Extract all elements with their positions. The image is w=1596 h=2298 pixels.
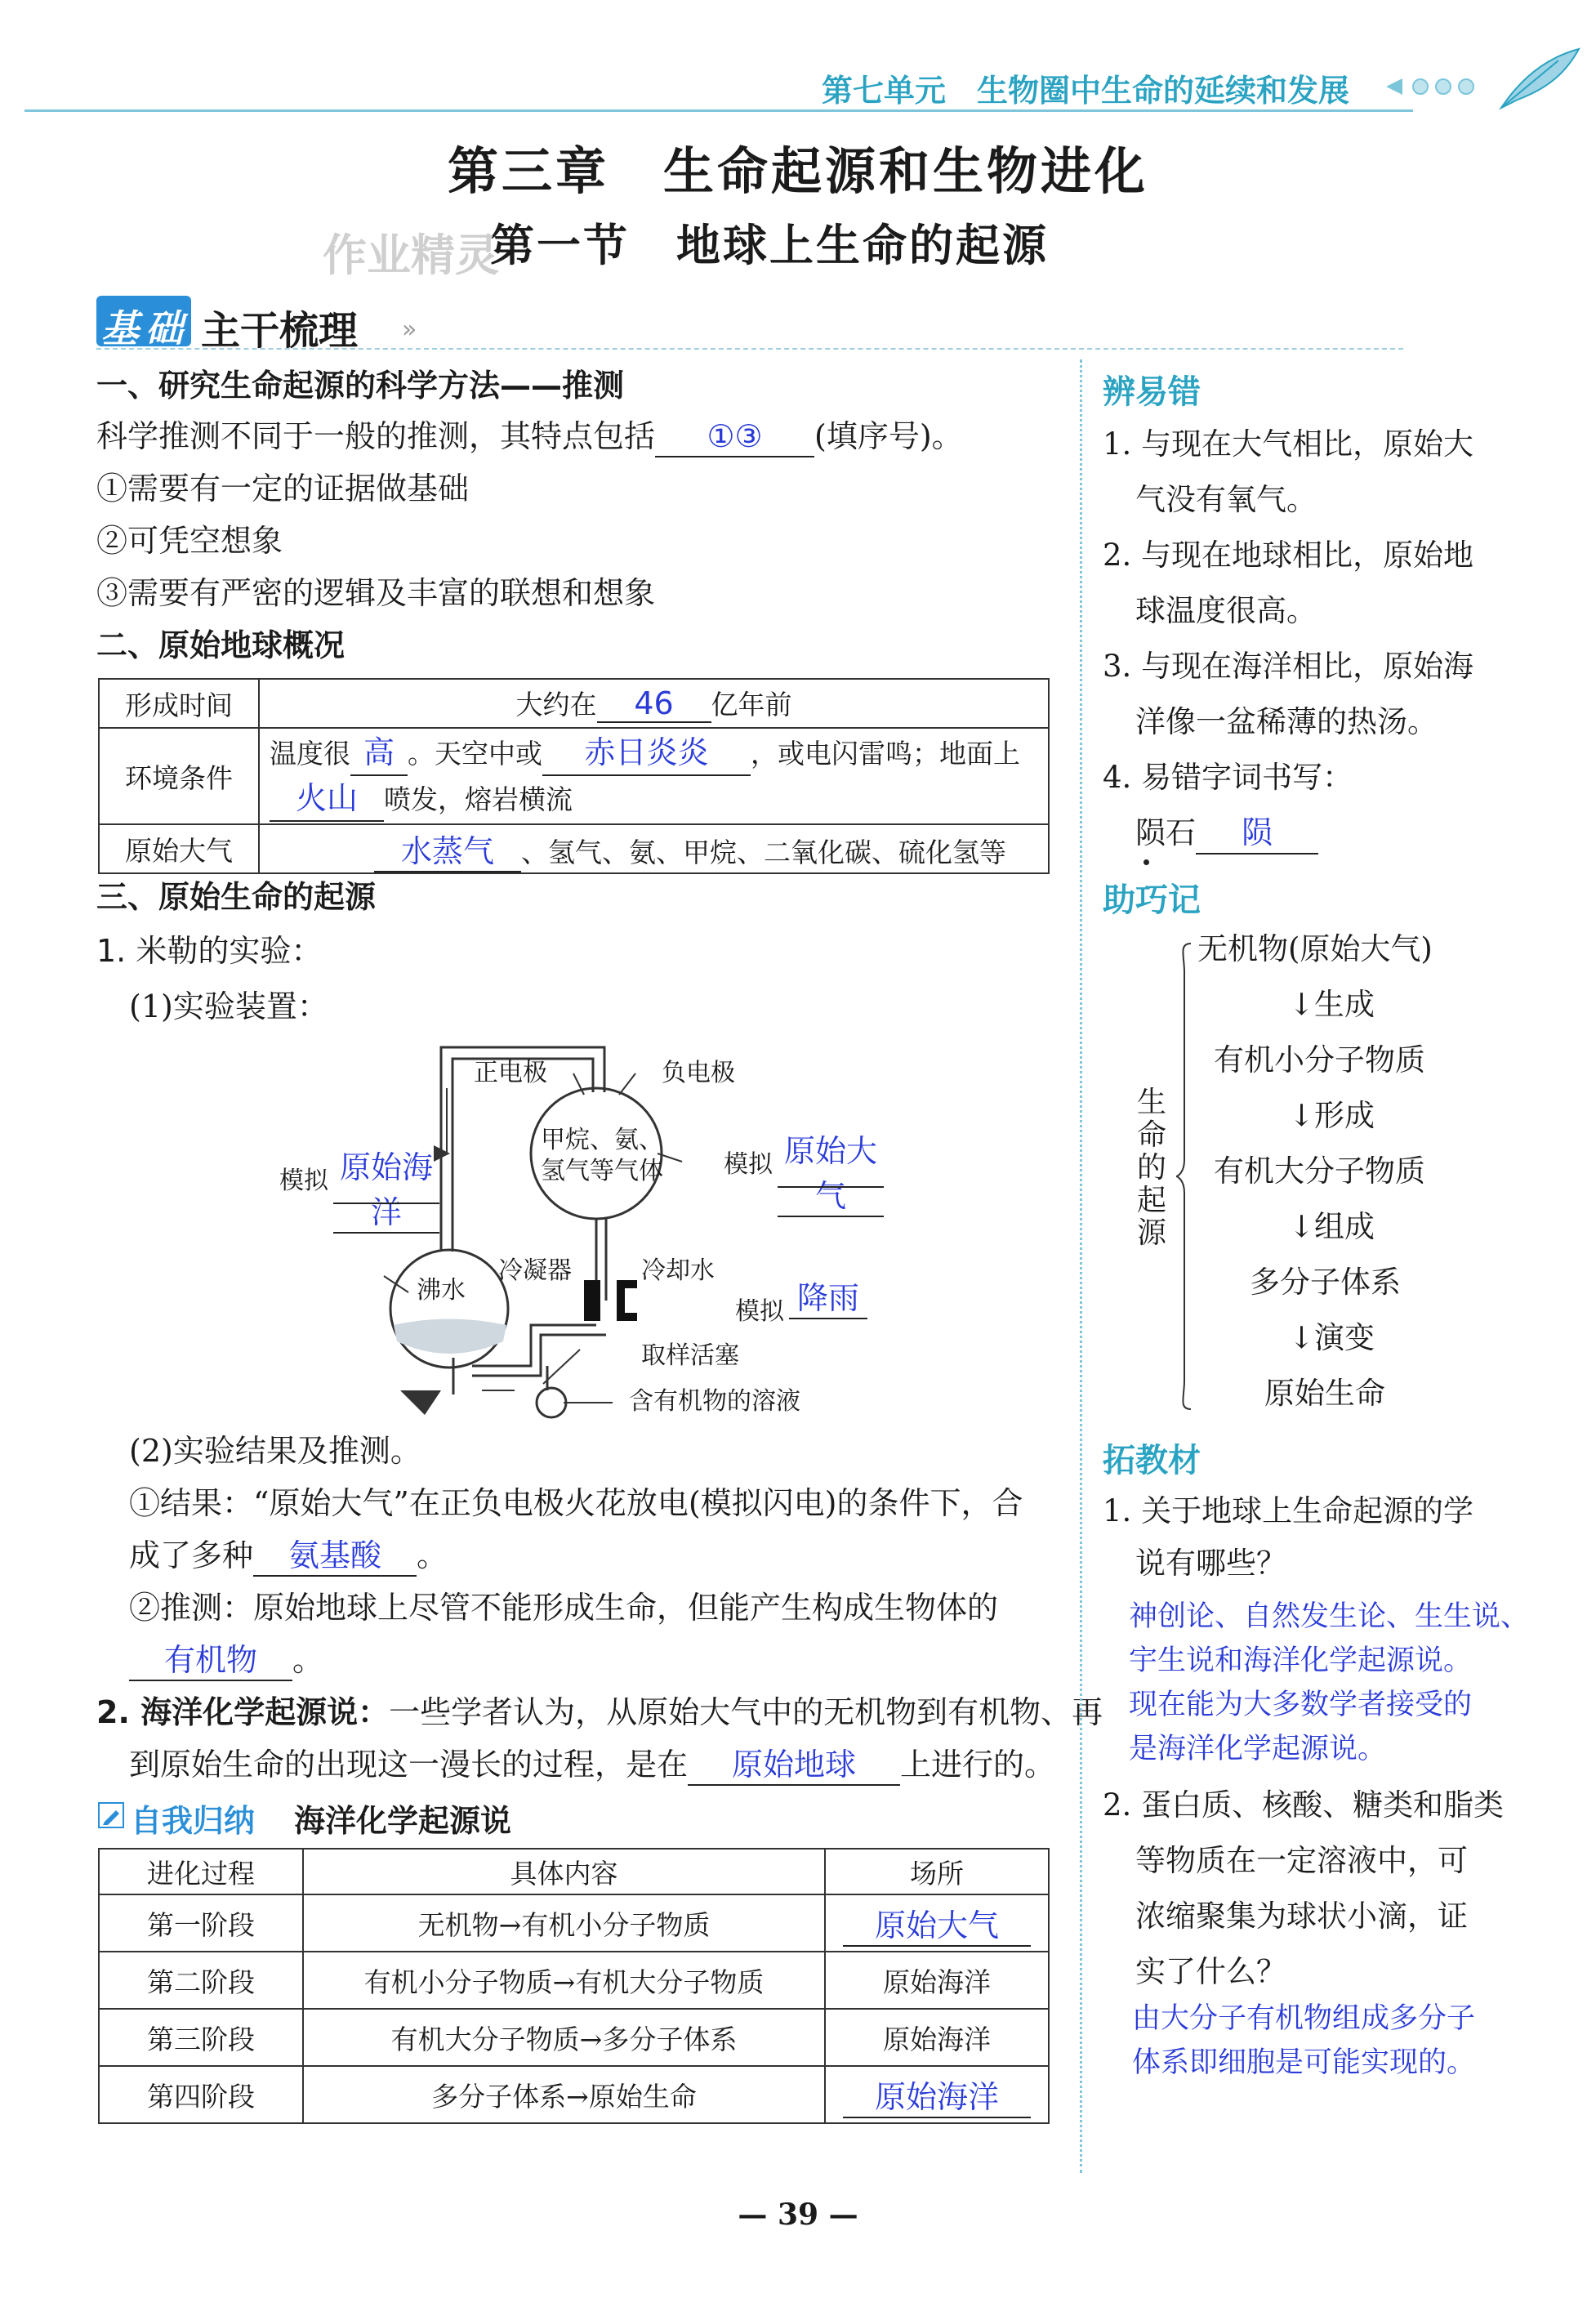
neg-electrode-label: 负电极 bbox=[662, 1059, 735, 1087]
result-answer: 氨基酸 bbox=[253, 1536, 417, 1577]
part1-option-1: ①需要有一定的证据做基础 bbox=[96, 471, 470, 506]
ext-a2-line-1: 由大分子有机物组成多分子 bbox=[1132, 2002, 1476, 2035]
ext-q2-line-2: 等物质在一定溶液中，可 bbox=[1135, 1843, 1468, 1878]
flow-arrow-1 bbox=[1289, 977, 1375, 1033]
flow-step-1: 无机物(原始大气) bbox=[1197, 931, 1433, 966]
part1-heading: 一、研究生命起源的科学方法——推测 bbox=[96, 368, 625, 404]
part1-option-3: ③需要有严密的逻辑及丰富的联想和想象 bbox=[96, 575, 656, 611]
flow-arrow-2 bbox=[1289, 1088, 1375, 1144]
summary-header-place: 场所 bbox=[825, 1849, 1049, 1894]
ext-q2-line-4: 实了什么？ bbox=[1135, 1954, 1286, 1989]
summary-place-2: 原始海洋 bbox=[825, 1952, 1049, 2009]
atmos-answer: 水蒸气 bbox=[374, 826, 521, 872]
ext-a1-line-2: 宇生说和海洋化学起源说。 bbox=[1129, 1644, 1473, 1677]
flow-step-5: 原始生命 bbox=[1264, 1376, 1385, 1411]
summary-place-3: 原始海洋 bbox=[825, 2009, 1049, 2066]
gas-label-2: 氢气等气体 bbox=[541, 1157, 663, 1185]
summary-header-stage: 进化过程 bbox=[99, 1849, 303, 1894]
sidebar-divider bbox=[1080, 359, 1082, 2173]
blank-line-2 bbox=[778, 1186, 884, 1188]
summary-place-4 bbox=[825, 2066, 1049, 2123]
ocean-suffix: 上进行的。 bbox=[900, 1747, 1056, 1783]
earth-time-pre: 大约在 bbox=[515, 689, 597, 721]
badge-rule bbox=[96, 348, 1403, 350]
summary-place-1-answer: 原始大气 bbox=[843, 1900, 1031, 1947]
result-heading: (2)实验结果及推测。 bbox=[129, 1433, 421, 1469]
atmos-suffix: 、氢气、氨、甲烷、二氧化碳、硫化氢等 bbox=[521, 836, 1006, 868]
infer-line-2 bbox=[129, 1640, 323, 1681]
badge-char2: 础 bbox=[145, 306, 183, 350]
summary-row-3 bbox=[99, 2009, 1049, 2066]
ext-q1-line-1: 1. 关于地球上生命起源的学 bbox=[1103, 1493, 1474, 1528]
part1-q-prefix: 科学推测不同于一般的推测，其特点包括 bbox=[96, 418, 656, 454]
flow-verb-4: 演变 bbox=[1314, 1320, 1375, 1355]
earth-row-env bbox=[99, 728, 1049, 824]
env-text-2: 。天空中或 bbox=[408, 738, 542, 770]
memo-heading: 助巧记 bbox=[1103, 881, 1201, 919]
error-line-5: 3. 与现在海洋相比，原始海 bbox=[1103, 649, 1474, 684]
part1-question bbox=[96, 417, 963, 457]
page-number: — 39 — bbox=[738, 2198, 858, 2232]
error-line-3: 2. 与现在地球相比，原始地 bbox=[1103, 538, 1474, 573]
infer-suffix: 。 bbox=[292, 1642, 324, 1678]
error-line-1: 1. 与现在大气相比，原始大 bbox=[1103, 426, 1474, 462]
header-unit: 第七单元 bbox=[822, 73, 947, 109]
summary-place-1 bbox=[825, 1894, 1049, 1952]
cooling-label: 冷却水 bbox=[641, 1256, 715, 1285]
apparatus-heading: (1)实验装置： bbox=[129, 988, 328, 1024]
chevron-right-icon: » bbox=[402, 315, 417, 344]
error-word: 陨石 bbox=[1135, 815, 1196, 850]
header-dots-icon bbox=[1384, 75, 1491, 101]
infer-answer: 有机物 bbox=[129, 1640, 292, 1681]
pos-electrode-label: 正电极 bbox=[474, 1059, 547, 1087]
ocean-line-2 bbox=[129, 1745, 1055, 1786]
flow-verb-2: 形成 bbox=[1314, 1098, 1375, 1133]
ocean-line-1 bbox=[96, 1693, 1103, 1732]
gas-label-1: 甲烷、氨、 bbox=[541, 1126, 663, 1154]
error-heading: 辨易错 bbox=[1103, 373, 1201, 411]
ocean-pre: 到原始生命的出现这一漫长的过程，是在 bbox=[129, 1747, 689, 1783]
earth-label-time: 形成时间 bbox=[99, 679, 259, 728]
summary-content-4: 多分子体系→原始生命 bbox=[303, 2066, 825, 2123]
earth-table bbox=[98, 678, 1050, 874]
down-arrow-icon: ↓ bbox=[1289, 1320, 1315, 1355]
earth-time-answer: 46 bbox=[597, 685, 711, 723]
summary-stage-3: 第三阶段 bbox=[99, 2009, 303, 2066]
result-line-1: ①结果：“原始大气”在正负电极火花放电(模拟闪电)的条件下，合 bbox=[129, 1485, 1023, 1521]
part2-heading: 二、原始地球概况 bbox=[96, 627, 346, 663]
watermark: 作业精灵 bbox=[323, 230, 499, 281]
summary-place-4-answer: 原始海洋 bbox=[843, 2072, 1031, 2118]
env-answer-3: 火山 bbox=[270, 776, 384, 822]
header-rule bbox=[25, 109, 1413, 112]
summary-content-3: 有机大分子物质→多分子体系 bbox=[303, 2009, 825, 2066]
simulate-label-2: 模拟 bbox=[724, 1150, 773, 1179]
error-line-7: 4. 易错字词书写： bbox=[1103, 760, 1353, 795]
error-line-2: 气没有氧气。 bbox=[1135, 482, 1317, 517]
ext-a2-line-2: 体系即细胞是可能实现的。 bbox=[1132, 2046, 1476, 2079]
miller-diagram bbox=[270, 1031, 923, 1423]
env-text-4: 喷发，熔岩横流 bbox=[384, 783, 573, 815]
ocean-answer: 原始地球 bbox=[688, 1745, 900, 1786]
ext-q2-line-1: 2. 蛋白质、核酸、糖类和脂类 bbox=[1103, 1787, 1505, 1823]
badge-label: 主干梳理 bbox=[201, 308, 359, 354]
summary-stage-4: 第四阶段 bbox=[99, 2066, 303, 2123]
ans-atmos: 原始大气 bbox=[778, 1126, 884, 1217]
ext-a1-line-3: 现在能为大多数学者接受的 bbox=[1129, 1689, 1473, 1721]
error-line-6: 洋像一盆稀薄的热汤。 bbox=[1135, 704, 1438, 739]
earth-label-atmos: 原始大气 bbox=[99, 824, 259, 873]
ext-a1-line-4: 是海洋化学起源说。 bbox=[1129, 1733, 1387, 1765]
summary-row-4 bbox=[99, 2066, 1049, 2123]
result-line-2 bbox=[129, 1536, 448, 1577]
error-line-4: 球温度很高。 bbox=[1135, 593, 1317, 628]
result-suffix: 。 bbox=[417, 1537, 448, 1573]
result-pre: 成了多种 bbox=[129, 1537, 254, 1573]
error-word-line bbox=[1135, 805, 1318, 861]
summary-row-2 bbox=[99, 1952, 1049, 2009]
flow-step-4: 多分子体系 bbox=[1250, 1265, 1401, 1300]
pencil-icon bbox=[98, 1802, 124, 1828]
env-text-1: 温度很 bbox=[270, 738, 350, 770]
down-arrow-icon: ↓ bbox=[1289, 1098, 1315, 1133]
summary-label: 自我归纳 bbox=[131, 1803, 256, 1839]
flow-verb-1: 生成 bbox=[1314, 987, 1375, 1022]
boiling-label: 沸水 bbox=[417, 1276, 466, 1305]
ocean-text-1: 一些学者认为，从原始大气中的无机物到有机物、再 bbox=[389, 1694, 1103, 1730]
summary-row-1 bbox=[99, 1894, 1049, 1952]
feather-icon bbox=[1493, 42, 1583, 119]
summary-title: 海洋化学起源说 bbox=[294, 1803, 512, 1839]
flow-step-3: 有机大分子物质 bbox=[1214, 1153, 1425, 1189]
ans-ocean: 原始海洋 bbox=[333, 1142, 439, 1234]
env-text-3: ，或电闪雷鸣；地面上 bbox=[751, 738, 1020, 770]
summary-stage-2: 第二阶段 bbox=[99, 1952, 303, 2009]
summary-content-2: 有机小分子物质→有机大分子物质 bbox=[303, 1952, 825, 2009]
simulate-label-1: 模拟 bbox=[279, 1167, 328, 1195]
badge-char1: 基 bbox=[101, 306, 139, 350]
earth-value-time bbox=[259, 679, 1049, 728]
infer-line-1: ②推测：原始地球上尽管不能形成生命，但能产生构成生物体的 bbox=[129, 1590, 999, 1626]
flow-label: 生命的起源 bbox=[1137, 1086, 1167, 1250]
chapter-title: 第三章 生命起源和生物进化 bbox=[447, 141, 1148, 201]
down-arrow-icon: ↓ bbox=[1289, 987, 1315, 1022]
flow-verb-3: 组成 bbox=[1314, 1209, 1375, 1244]
ext-a1-line-1: 神创论、自然发生论、生生说、 bbox=[1129, 1600, 1530, 1633]
earth-row-time bbox=[99, 679, 1049, 728]
error-word-answer: 陨 bbox=[1196, 812, 1318, 854]
flow-brace-icon bbox=[1175, 939, 1194, 1417]
blank-line-1 bbox=[333, 1203, 439, 1204]
earth-value-env bbox=[259, 728, 1049, 824]
miller-heading: 1. 米勒的实验： bbox=[96, 933, 323, 969]
env-answer-2: 赤日炎炎 bbox=[542, 730, 751, 776]
emphasis-dot bbox=[1144, 859, 1149, 865]
earth-time-suffix: 亿年前 bbox=[711, 689, 792, 721]
ext-q1-line-2: 说有哪些？ bbox=[1135, 1546, 1286, 1581]
summary-header-row bbox=[99, 1849, 1049, 1894]
summary-table bbox=[98, 1848, 1050, 2124]
part1-q-suffix: (填序号)。 bbox=[814, 418, 963, 454]
earth-value-atmos bbox=[259, 824, 1049, 873]
earth-row-atmos bbox=[99, 824, 1049, 873]
flow-step-2: 有机小分子物质 bbox=[1214, 1042, 1425, 1078]
stopper-label: 取样活塞 bbox=[641, 1341, 739, 1370]
down-arrow-icon: ↓ bbox=[1289, 1209, 1315, 1244]
summary-content-1: 无机物→有机小分子物质 bbox=[303, 1894, 825, 1952]
solution-label: 含有机物的溶液 bbox=[629, 1387, 800, 1416]
flow-arrow-4 bbox=[1289, 1310, 1375, 1366]
header-title: 生物圈中生命的延续和发展 bbox=[977, 73, 1350, 109]
ocean-bold: 2. 海洋化学起源说： bbox=[96, 1694, 390, 1730]
summary-stage-1: 第一阶段 bbox=[99, 1894, 303, 1952]
flow-arrow-3 bbox=[1289, 1199, 1375, 1255]
part1-option-2: ②可凭空想象 bbox=[96, 523, 283, 559]
part3-heading: 三、原始生命的起源 bbox=[96, 879, 377, 915]
simulate-label-3: 模拟 bbox=[735, 1297, 784, 1326]
summary-header-content: 具体内容 bbox=[303, 1849, 825, 1894]
condenser-label: 冷凝器 bbox=[498, 1256, 572, 1285]
section-title: 第一节 地球上生命的起源 bbox=[490, 219, 1049, 271]
ext-q2-line-3: 浓缩聚集为球状小滴，证 bbox=[1135, 1899, 1468, 1934]
ans-rain: 降雨 bbox=[789, 1273, 867, 1319]
part1-q-answer: ①③ bbox=[655, 417, 814, 457]
ext-heading: 拓教材 bbox=[1103, 1442, 1201, 1479]
env-answer-1: 高 bbox=[350, 730, 408, 776]
earth-label-env: 环境条件 bbox=[99, 728, 259, 824]
